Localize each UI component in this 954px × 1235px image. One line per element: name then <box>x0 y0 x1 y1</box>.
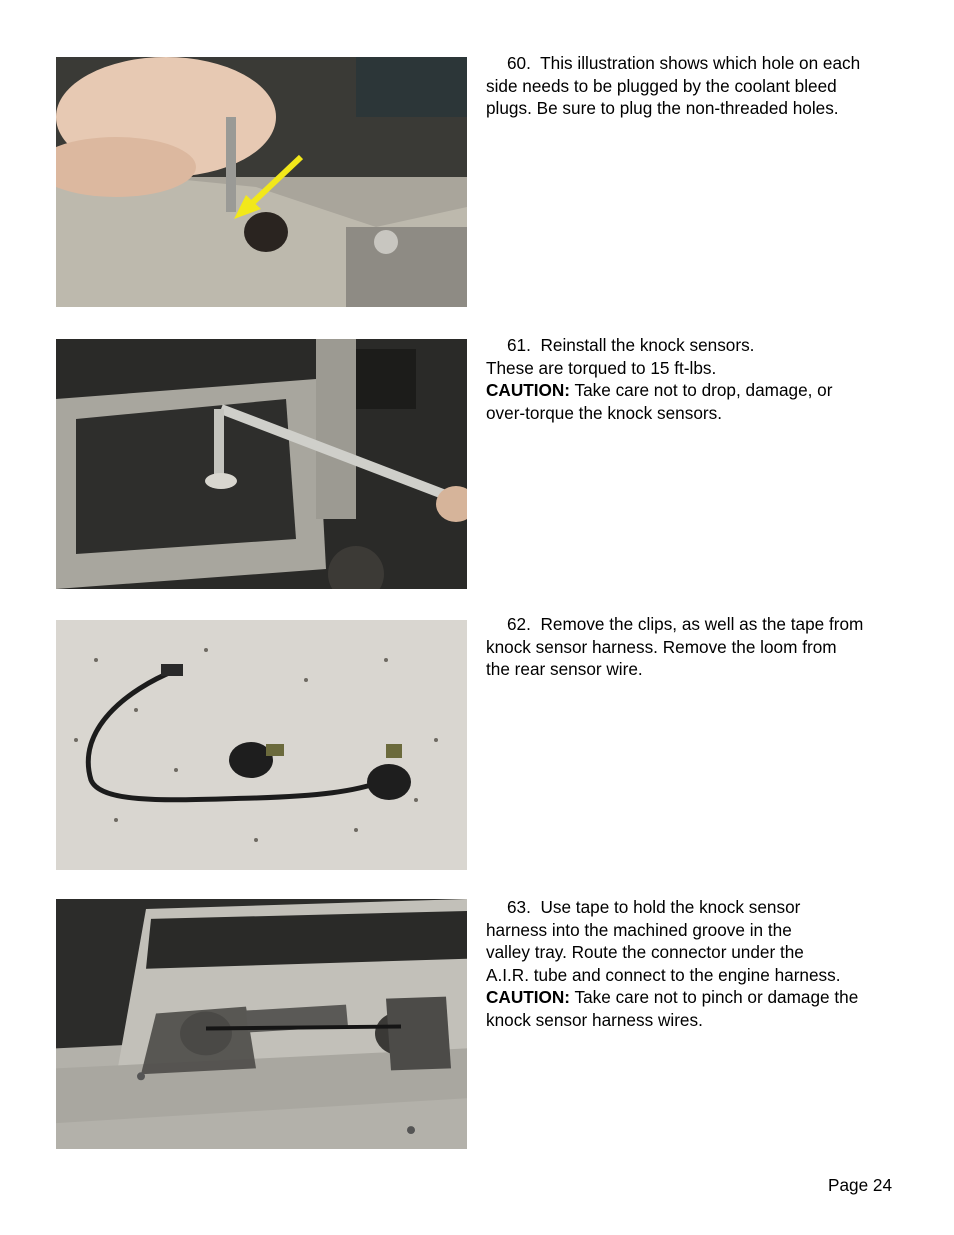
caution-text: knock sensor harness wires. <box>486 1009 703 1030</box>
step-text: A.I.R. tube and connect to the engine harness. <box>486 964 841 985</box>
caution-text: Take care not to pinch or damage the <box>574 987 859 1007</box>
step-63 <box>486 896 906 1031</box>
step-number: 62. <box>507 614 531 634</box>
knock-sensor-harness-photo <box>56 620 467 870</box>
step-text: side needs to be plugged by the coolant bleed <box>486 75 837 96</box>
caution-label: CAUTION: <box>486 380 571 400</box>
step-60 <box>486 52 906 120</box>
caution-text: Take care not to drop, damage, or <box>574 380 833 400</box>
step-text: These are torqued to 15 ft-lbs. <box>486 357 717 378</box>
coolant-bleed-hole-photo <box>56 57 467 307</box>
step-text: This illustration shows which hole on each <box>540 53 861 73</box>
step-text: plugs. Be sure to plug the non-threaded holes. <box>486 98 839 118</box>
step-62 <box>486 613 906 681</box>
step-text: valley tray. Route the connector under the <box>486 942 804 962</box>
step-text: the rear sensor wire. <box>486 659 643 679</box>
step-text: Use tape to hold the knock sensor <box>540 897 801 917</box>
torque-wrench-photo <box>56 339 467 589</box>
caution-text: over-torque the knock sensors. <box>486 402 722 423</box>
page-number: Page 24 <box>828 1175 893 1195</box>
step-number: 61. <box>507 335 531 355</box>
step-number: 63. <box>507 897 531 917</box>
step-text: Remove the clips, as well as the tape from <box>540 614 864 634</box>
step-61 <box>486 334 906 424</box>
step-text: Reinstall the knock sensors. <box>540 335 755 355</box>
step-text: harness into the machined groove in the <box>486 919 792 940</box>
caution-label: CAUTION: <box>486 987 571 1007</box>
valley-tray-tape-photo <box>56 899 467 1149</box>
step-number: 60. <box>507 53 531 73</box>
step-text: knock sensor harness. Remove the loom from <box>486 636 837 657</box>
